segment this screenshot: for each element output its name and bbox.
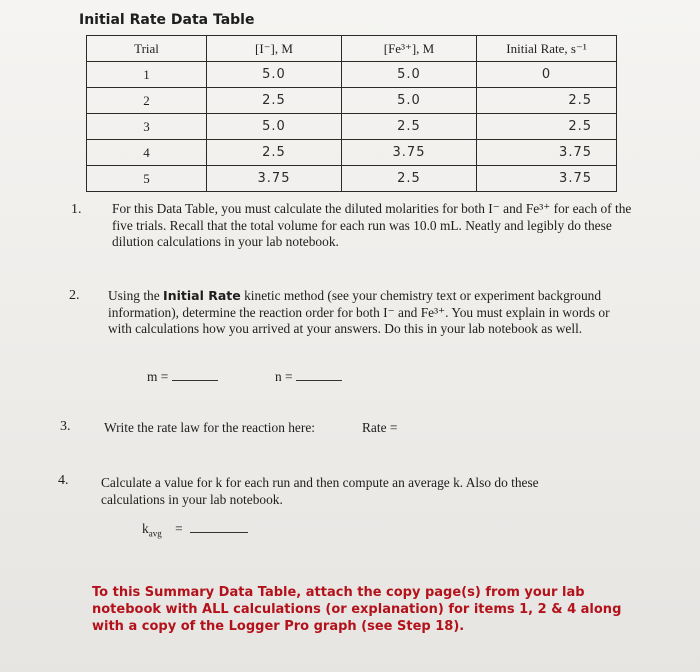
item-2-bold-term: Initial Rate — [163, 288, 241, 303]
rate-value: 2.5 — [477, 88, 617, 114]
m-label: m = — [147, 369, 169, 384]
iron-value: 5.0 — [342, 62, 477, 88]
table-row — [87, 114, 617, 140]
item-2-text-start: Using the — [108, 288, 164, 303]
table-row — [87, 140, 617, 166]
m-blank[interactable] — [172, 380, 218, 381]
n-blank[interactable] — [296, 380, 342, 381]
header-iron: [Fe³⁺], M — [342, 36, 477, 62]
k-avg-line — [142, 521, 248, 542]
item-4-number: 4. — [58, 473, 69, 488]
k-avg-blank[interactable] — [190, 532, 248, 533]
initial-rate-data-table — [86, 35, 617, 192]
iodide-value: 5.0 — [207, 62, 342, 88]
table-row — [87, 88, 617, 114]
iodide-value: 3.75 — [207, 166, 342, 192]
header-trial: Trial — [87, 36, 207, 62]
k-equals: = — [175, 521, 183, 536]
table-header-row — [87, 36, 617, 62]
rate-value: 3.75 — [477, 166, 617, 192]
item-1-text: For this Data Table, you must calculate the diluted molarities for both I⁻ and Fe³⁺ for each of the five trials. Recall that the total volume for each run was 10.0 mL. Neatly and legibly do these dilution calculations in your lab notebook. — [112, 201, 632, 249]
summary-instructions: To this Summary Data Table, attach the copy page(s) from your lab notebook with ALL calculations (or explanation) for items 1, 2 & 4 along with a copy of the Logger Pro graph (see Step 18). — [92, 585, 622, 634]
n-answer-line — [275, 369, 342, 386]
item-4-text: Calculate a value for k for each run and then compute an average k. Also do these calculations in your lab notebook. — [101, 475, 539, 507]
item-1-number: 1. — [71, 202, 82, 217]
iodide-value: 5.0 — [207, 114, 342, 140]
page-title: Initial Rate Data Table — [79, 12, 255, 28]
rate-value: 3.75 — [477, 140, 617, 166]
rate-value: 0 — [477, 62, 617, 88]
rate-label: Rate = — [362, 420, 398, 435]
item-3-number: 3. — [60, 419, 71, 434]
iodide-value: 2.5 — [207, 140, 342, 166]
iron-value: 2.5 — [342, 166, 477, 192]
trial-number: 3 — [87, 114, 207, 140]
m-answer-line — [147, 369, 218, 386]
iron-value: 3.75 — [342, 140, 477, 166]
iron-value: 2.5 — [342, 114, 477, 140]
trial-number: 1 — [87, 62, 207, 88]
trial-number: 2 — [87, 88, 207, 114]
iodide-value: 2.5 — [207, 88, 342, 114]
n-label: n = — [275, 369, 293, 384]
trial-number: 4 — [87, 140, 207, 166]
item-3-text: Write the rate law for the reaction here: — [104, 420, 315, 435]
table-row — [87, 166, 617, 192]
k-label: k — [142, 521, 149, 536]
item-2-number: 2. — [69, 288, 80, 303]
iron-value: 5.0 — [342, 88, 477, 114]
header-initial-rate: Initial Rate, s⁻¹ — [477, 36, 617, 62]
item-2-text-end: kinetic method (see your chemistry text or experiment background information), determine the reaction order for both I⁻ and Fe³⁺. You must explain in words or with calculations how you arrived at your answers. Do this in your lab notebook as well. — [108, 288, 610, 336]
trial-number: 5 — [87, 166, 207, 192]
table-row — [87, 62, 617, 88]
item-2-text — [108, 288, 623, 338]
k-subscript: avg — [148, 528, 162, 539]
rate-value: 2.5 — [477, 114, 617, 140]
header-iodide: [I⁻], M — [207, 36, 342, 62]
